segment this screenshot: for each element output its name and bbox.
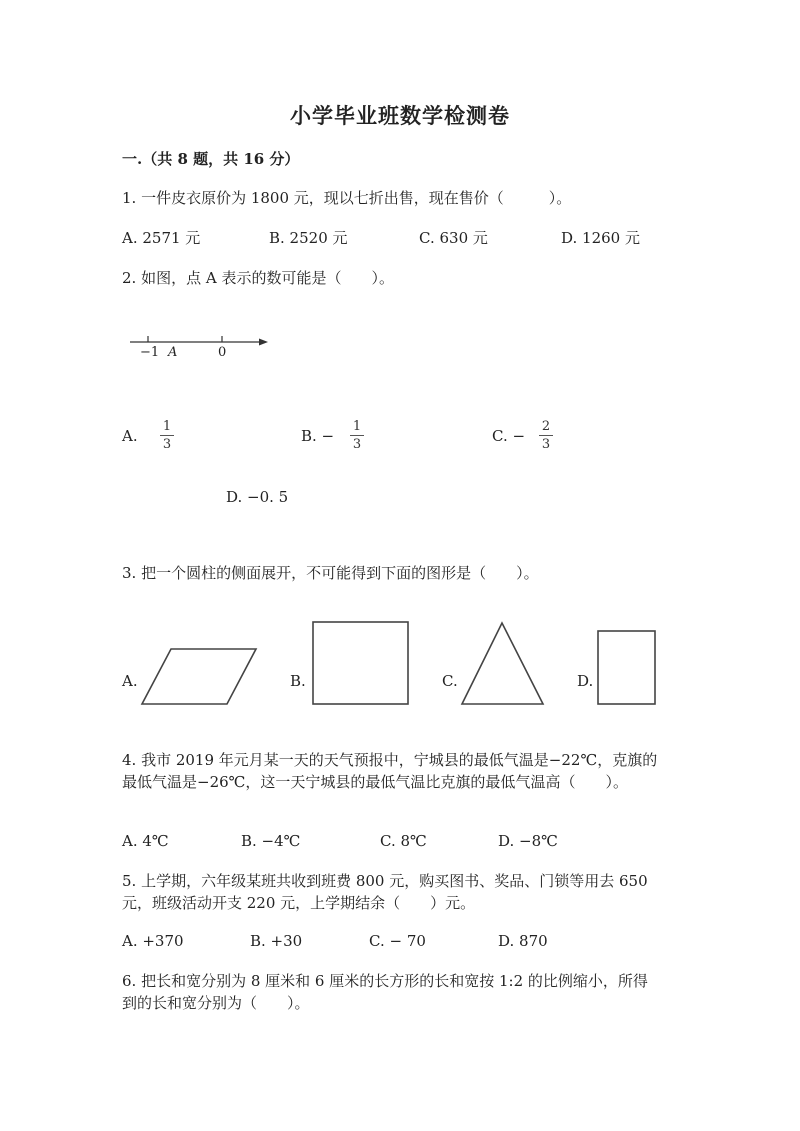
square-shape xyxy=(313,622,408,704)
question-5-stem-line-1: 5. 上学期，六年级某班共收到班费 800 元，购买图书、奖品、门锁等用去 650 xyxy=(122,872,648,890)
question-5-option-a[interactable]: A. +370 xyxy=(122,932,184,950)
question-2-option-b-letter[interactable]: B. − xyxy=(301,427,335,445)
fraction-denominator: 3 xyxy=(541,437,551,452)
fraction-denominator: 3 xyxy=(162,437,172,452)
triangle-shape xyxy=(462,623,543,704)
question-1-option-a[interactable]: A. 2571 元 xyxy=(122,229,201,247)
question-1-option-b[interactable]: B. 2520 元 xyxy=(269,229,348,247)
fraction-numerator: 1 xyxy=(352,419,362,434)
axis-label-minus-one: −1 xyxy=(140,345,160,360)
axis-label-point-a: A xyxy=(168,345,178,360)
question-4-option-b[interactable]: B. −4℃ xyxy=(241,832,301,850)
question-3-option-b[interactable]: B. xyxy=(290,672,306,690)
question-1-option-c[interactable]: C. 630 元 xyxy=(419,229,488,247)
rectangle-shape xyxy=(598,631,655,704)
question-5-option-b[interactable]: B. +30 xyxy=(250,932,303,950)
axis-label-zero: 0 xyxy=(218,345,227,360)
question-2-stem: 2. 如图，点 A 表示的数可能是（ ）。 xyxy=(122,269,394,287)
question-4-option-a[interactable]: A. 4℃ xyxy=(122,832,169,850)
question-5-option-d[interactable]: D. 870 xyxy=(498,932,548,950)
question-2-option-c-letter[interactable]: C. − xyxy=(492,427,526,445)
fraction-denominator: 3 xyxy=(352,437,362,452)
question-5-stem-line-2: 元，班级活动开支 220 元，上学期结余（ ）元。 xyxy=(122,894,476,912)
question-4-stem-line-1: 4. 我市 2019 年元月某一天的天气预报中，宁城县的最低气温是−22℃，克旗的 xyxy=(122,751,658,769)
question-2-option-d[interactable]: D. −0. 5 xyxy=(226,488,289,506)
page-title: 小学毕业班数学检测卷 xyxy=(290,103,510,128)
question-4-option-d[interactable]: D. −8℃ xyxy=(498,832,558,850)
question-3-option-a[interactable]: A. xyxy=(122,672,138,690)
question-1-stem: 1. 一件皮衣原价为 1800 元，现以七折出售，现在售价（ ）。 xyxy=(122,189,572,207)
question-5-option-c[interactable]: C. − 70 xyxy=(369,932,426,950)
question-4-stem-line-2: 最低气温是−26℃，这一天宁城县的最低气温比克旗的最低气温高（ ）。 xyxy=(122,773,628,791)
parallelogram-shape xyxy=(142,649,256,704)
question-3-option-c[interactable]: C. xyxy=(442,672,458,690)
question-2-option-a-letter[interactable]: A. xyxy=(122,427,138,445)
question-6-stem-line-2: 到的长和宽分别为（ ）。 xyxy=(122,994,310,1012)
question-4-option-c[interactable]: C. 8℃ xyxy=(380,832,427,850)
question-3-option-d[interactable]: D. xyxy=(577,672,594,690)
question-1-option-d[interactable]: D. 1260 元 xyxy=(561,229,640,247)
fraction-numerator: 2 xyxy=(541,419,551,434)
question-3-stem: 3. 把一个圆柱的侧面展开，不可能得到下面的图形是（ ）。 xyxy=(122,564,539,582)
fraction-numerator: 1 xyxy=(162,419,172,434)
question-6-stem-line-1: 6. 把长和宽分别为 8 厘米和 6 厘米的长方形的长和宽按 1:2 的比例缩小，所得 xyxy=(122,972,648,990)
section-heading: 一.（共 8 题，共 16 分） xyxy=(122,150,300,168)
